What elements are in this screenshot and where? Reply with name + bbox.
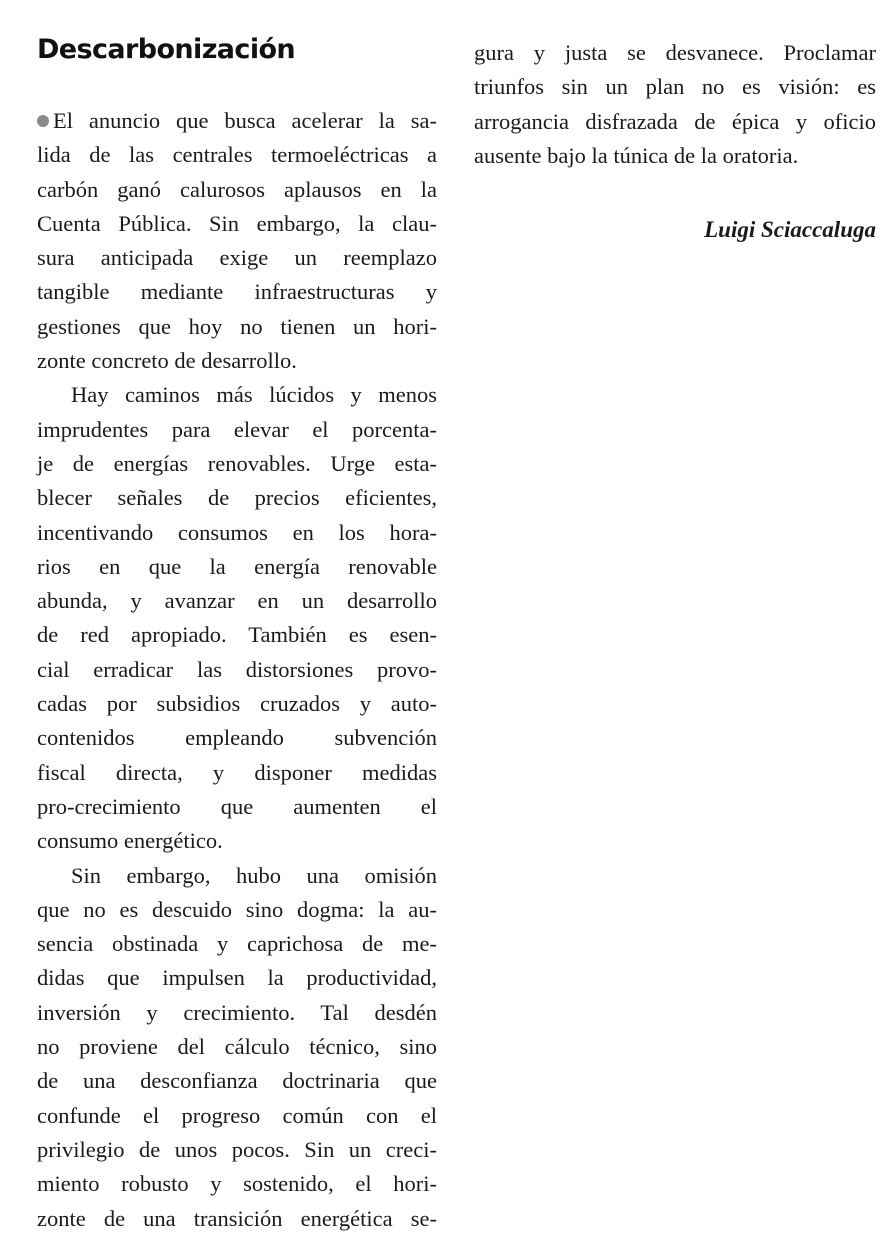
text-line: zonte de una transición energética se- [37, 1205, 437, 1231]
author-signature: Luigi Sciaccaluga [704, 217, 876, 243]
text-line: incentivando consumos en los hora- [37, 519, 437, 545]
text-line: de una desconfianza doctrinaria que [37, 1068, 437, 1094]
text-line: fiscal directa, y disponer medidas [37, 759, 437, 785]
text-line: ausente bajo la túnica de la oratoria. [474, 142, 799, 168]
text-line [37, 104, 437, 138]
text-line: tangible mediante infraestructuras y [37, 279, 437, 305]
text-line: je de energías renovables. Urge esta- [37, 450, 437, 476]
text-line: zonte concreto de desarrollo. [37, 348, 297, 374]
text-line: carbón ganó calurosos aplausos en la [37, 176, 437, 202]
paragraph-2 [37, 378, 437, 858]
text-line: confunde el progreso común con el [37, 1102, 437, 1128]
text-line: gura y justa se desvanece. Proclamar [474, 40, 876, 65]
text-line: cial erradicar las distorsiones provo- [37, 656, 437, 682]
text-line: blecer señales de precios eficientes, [37, 485, 437, 511]
paragraph-3 [37, 859, 437, 1236]
text-line: Sin embargo, hubo una omisión [71, 862, 437, 888]
text-line: Hay caminos más lúcidos y menos [71, 382, 437, 408]
text-line: privilegio de unos pocos. Sin un creci- [37, 1136, 437, 1162]
text-line: consumo energético. [37, 828, 223, 854]
text-line: sura anticipada exige un reemplazo [37, 245, 437, 271]
text-line: inversión y crecimiento. Tal desdén [37, 999, 437, 1025]
text-line: Cuenta Pública. Sin embargo, la clau- [37, 210, 437, 236]
text-line-content: El anuncio que busca acelerar la sa- [53, 108, 437, 133]
text-line: gestiones que hoy no tienen un hori- [37, 313, 437, 339]
text-line: rios en que la energía renovable [37, 553, 437, 579]
text-line: no proviene del cálculo técnico, sino [37, 1034, 437, 1060]
bullet-icon [37, 115, 49, 127]
right-column [474, 36, 876, 247]
text-line: didas que impulsen la productividad, [37, 965, 437, 991]
text-line: pro-crecimiento que aumenten el [37, 793, 437, 819]
text-line: miento robusto y sostenido, el hori- [37, 1171, 437, 1197]
text-line: contenidos empleando subvención [37, 725, 437, 751]
text-line: que no es descuido sino dogma: la au- [37, 896, 437, 922]
text-line: sencia obstinada y caprichosa de me- [37, 931, 437, 957]
text-line: de red apropiado. También es esen- [37, 622, 437, 648]
paragraph-continuation [474, 36, 876, 173]
text-line: imprudentes para elevar el porcenta- [37, 416, 437, 442]
left-column [37, 30, 437, 1236]
text-line: arrogancia disfrazada de épica y oficio [474, 108, 876, 134]
text-line: lida de las centrales termoeléctricas a [37, 142, 437, 168]
paragraph-1 [37, 104, 437, 378]
headline: Descarbonización [37, 34, 296, 65]
text-line: abunda, y avanzar en un desarrollo [37, 588, 437, 614]
text-line: cadas por subsidios cruzados y auto- [37, 691, 437, 717]
text-line: triunfos sin un plan no es visión: es [474, 74, 876, 100]
